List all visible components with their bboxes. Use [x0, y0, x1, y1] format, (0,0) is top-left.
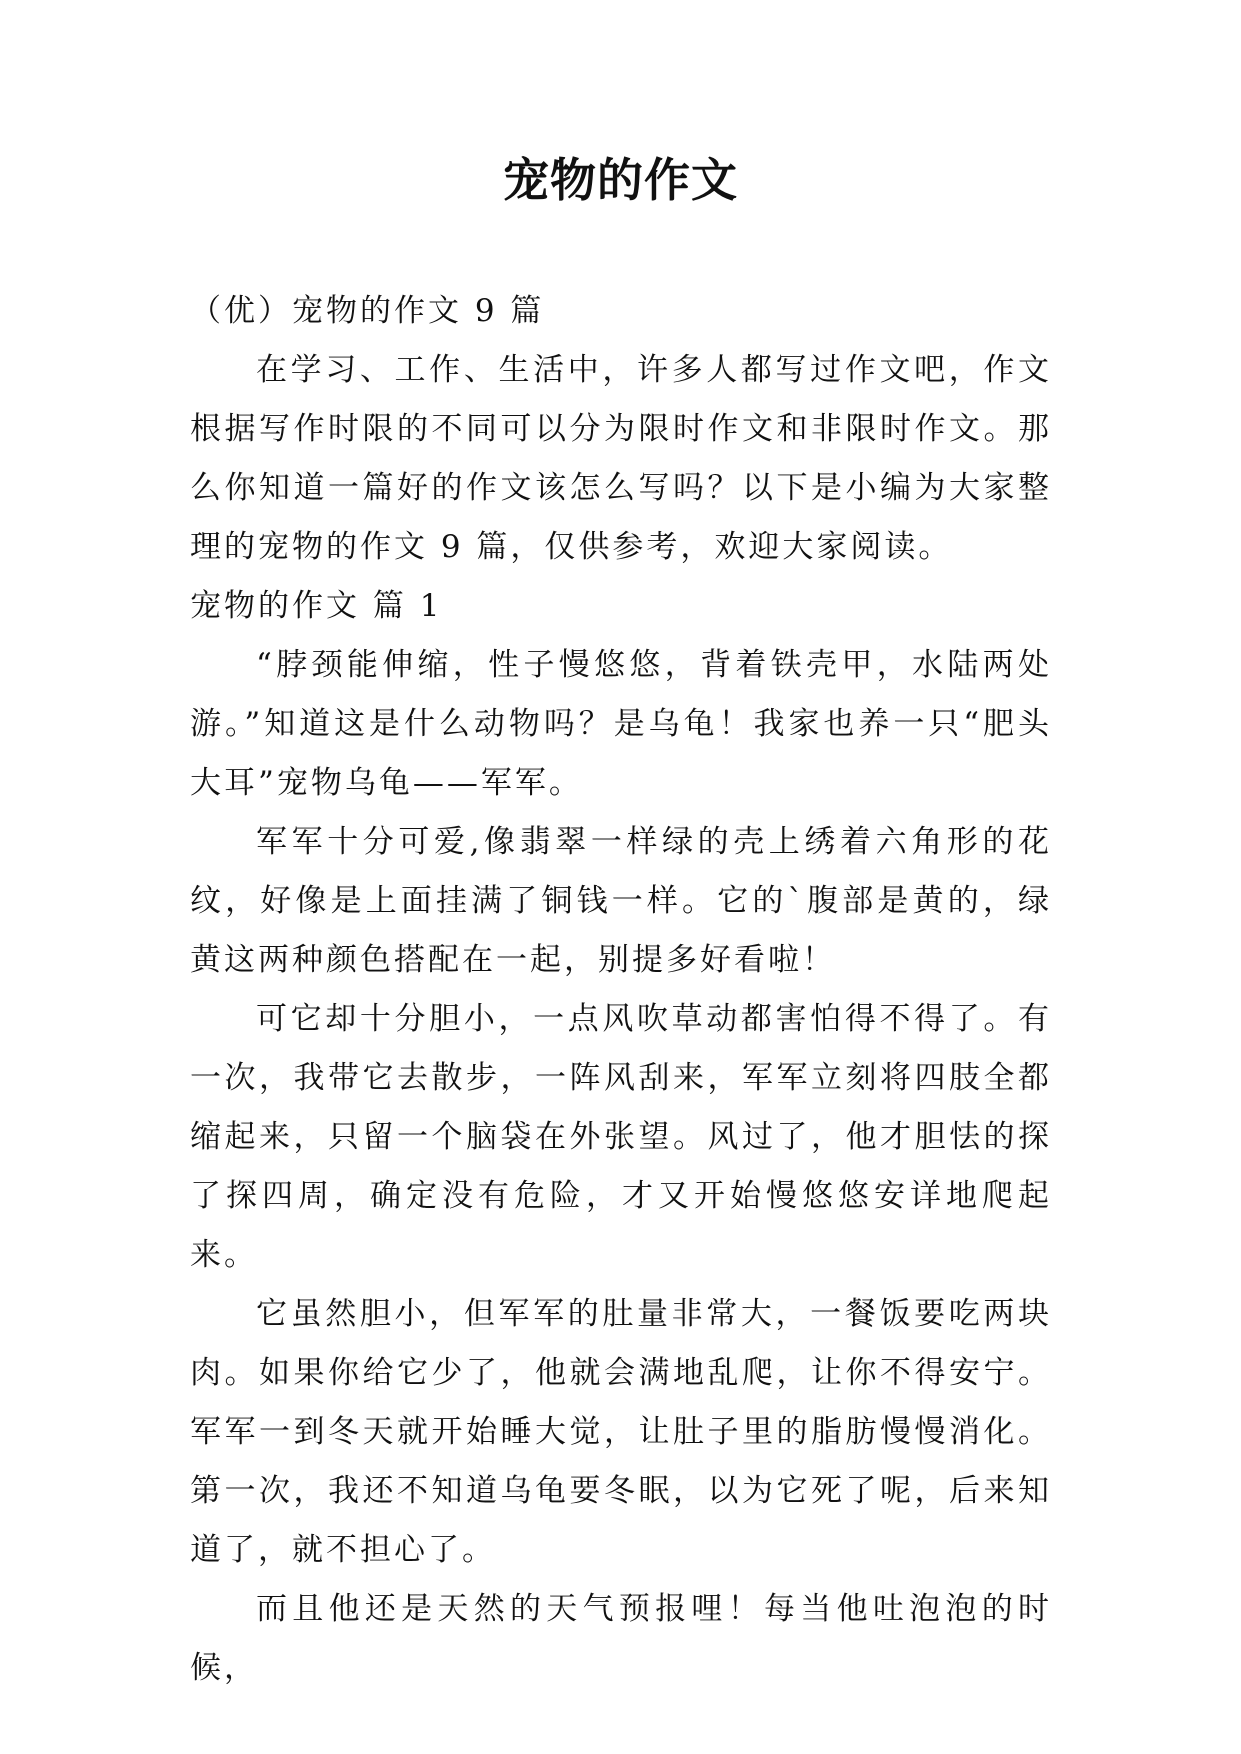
document-body — [190, 282, 1052, 1698]
document-title: 宠物的作文 — [503, 153, 738, 207]
body-paragraph-2: 军军十分可爱,像翡翠一样绿的壳上绣着六角形的花纹，好像是上面挂满了铜钱一样。它的`腹部是黄的，绿黄这两种颜色搭配在一起，别提多好看啦！ — [190, 824, 1052, 978]
body-paragraph-3: 可它却十分胆小，一点风吹草动都害怕得不得了。有一次，我带它去散步，一阵风刮来，军军立刻将四肢全都缩起来，只留一个脑袋在外张望。风过了，他才胆怯的探了探四周，确定没有危险，才又开始慢悠悠安详地爬起来。 — [190, 1001, 1052, 1273]
section-heading: 宠物的作文 篇 1 — [190, 588, 443, 624]
intro-paragraph: 在学习、工作、生活中，许多人都写过作文吧，作文根据写作时限的不同可以分为限时作文和非限时作文。那么你知道一篇好的作文该怎么写吗？以下是小编为大家整理的宠物的作文 9 篇，仅供参考，欢迎大家阅读。 — [190, 352, 1052, 565]
body-paragraph-5: 而且他还是天然的天气预报哩！每当他吐泡泡的时候， — [190, 1591, 1052, 1686]
body-paragraph-4: 它虽然胆小，但军军的肚量非常大，一餐饭要吃两块肉。如果你给它少了，他就会满地乱爬，让你不得安宁。军军一到冬天就开始睡大觉，让肚子里的脂肪慢慢消化。第一次，我还不知道乌龟要冬眠，以为它死了呢，后来知道了，就不担心了。 — [190, 1296, 1052, 1568]
document-subtitle: （优）宠物的作文 9 篇 — [190, 293, 545, 329]
body-paragraph-1: “脖颈能伸缩，性子慢悠悠，背着铁壳甲，水陆两处游。”知道这是什么动物吗？是乌龟！我家也养一只“肥头大耳”宠物乌龟——军军。 — [190, 647, 1052, 801]
